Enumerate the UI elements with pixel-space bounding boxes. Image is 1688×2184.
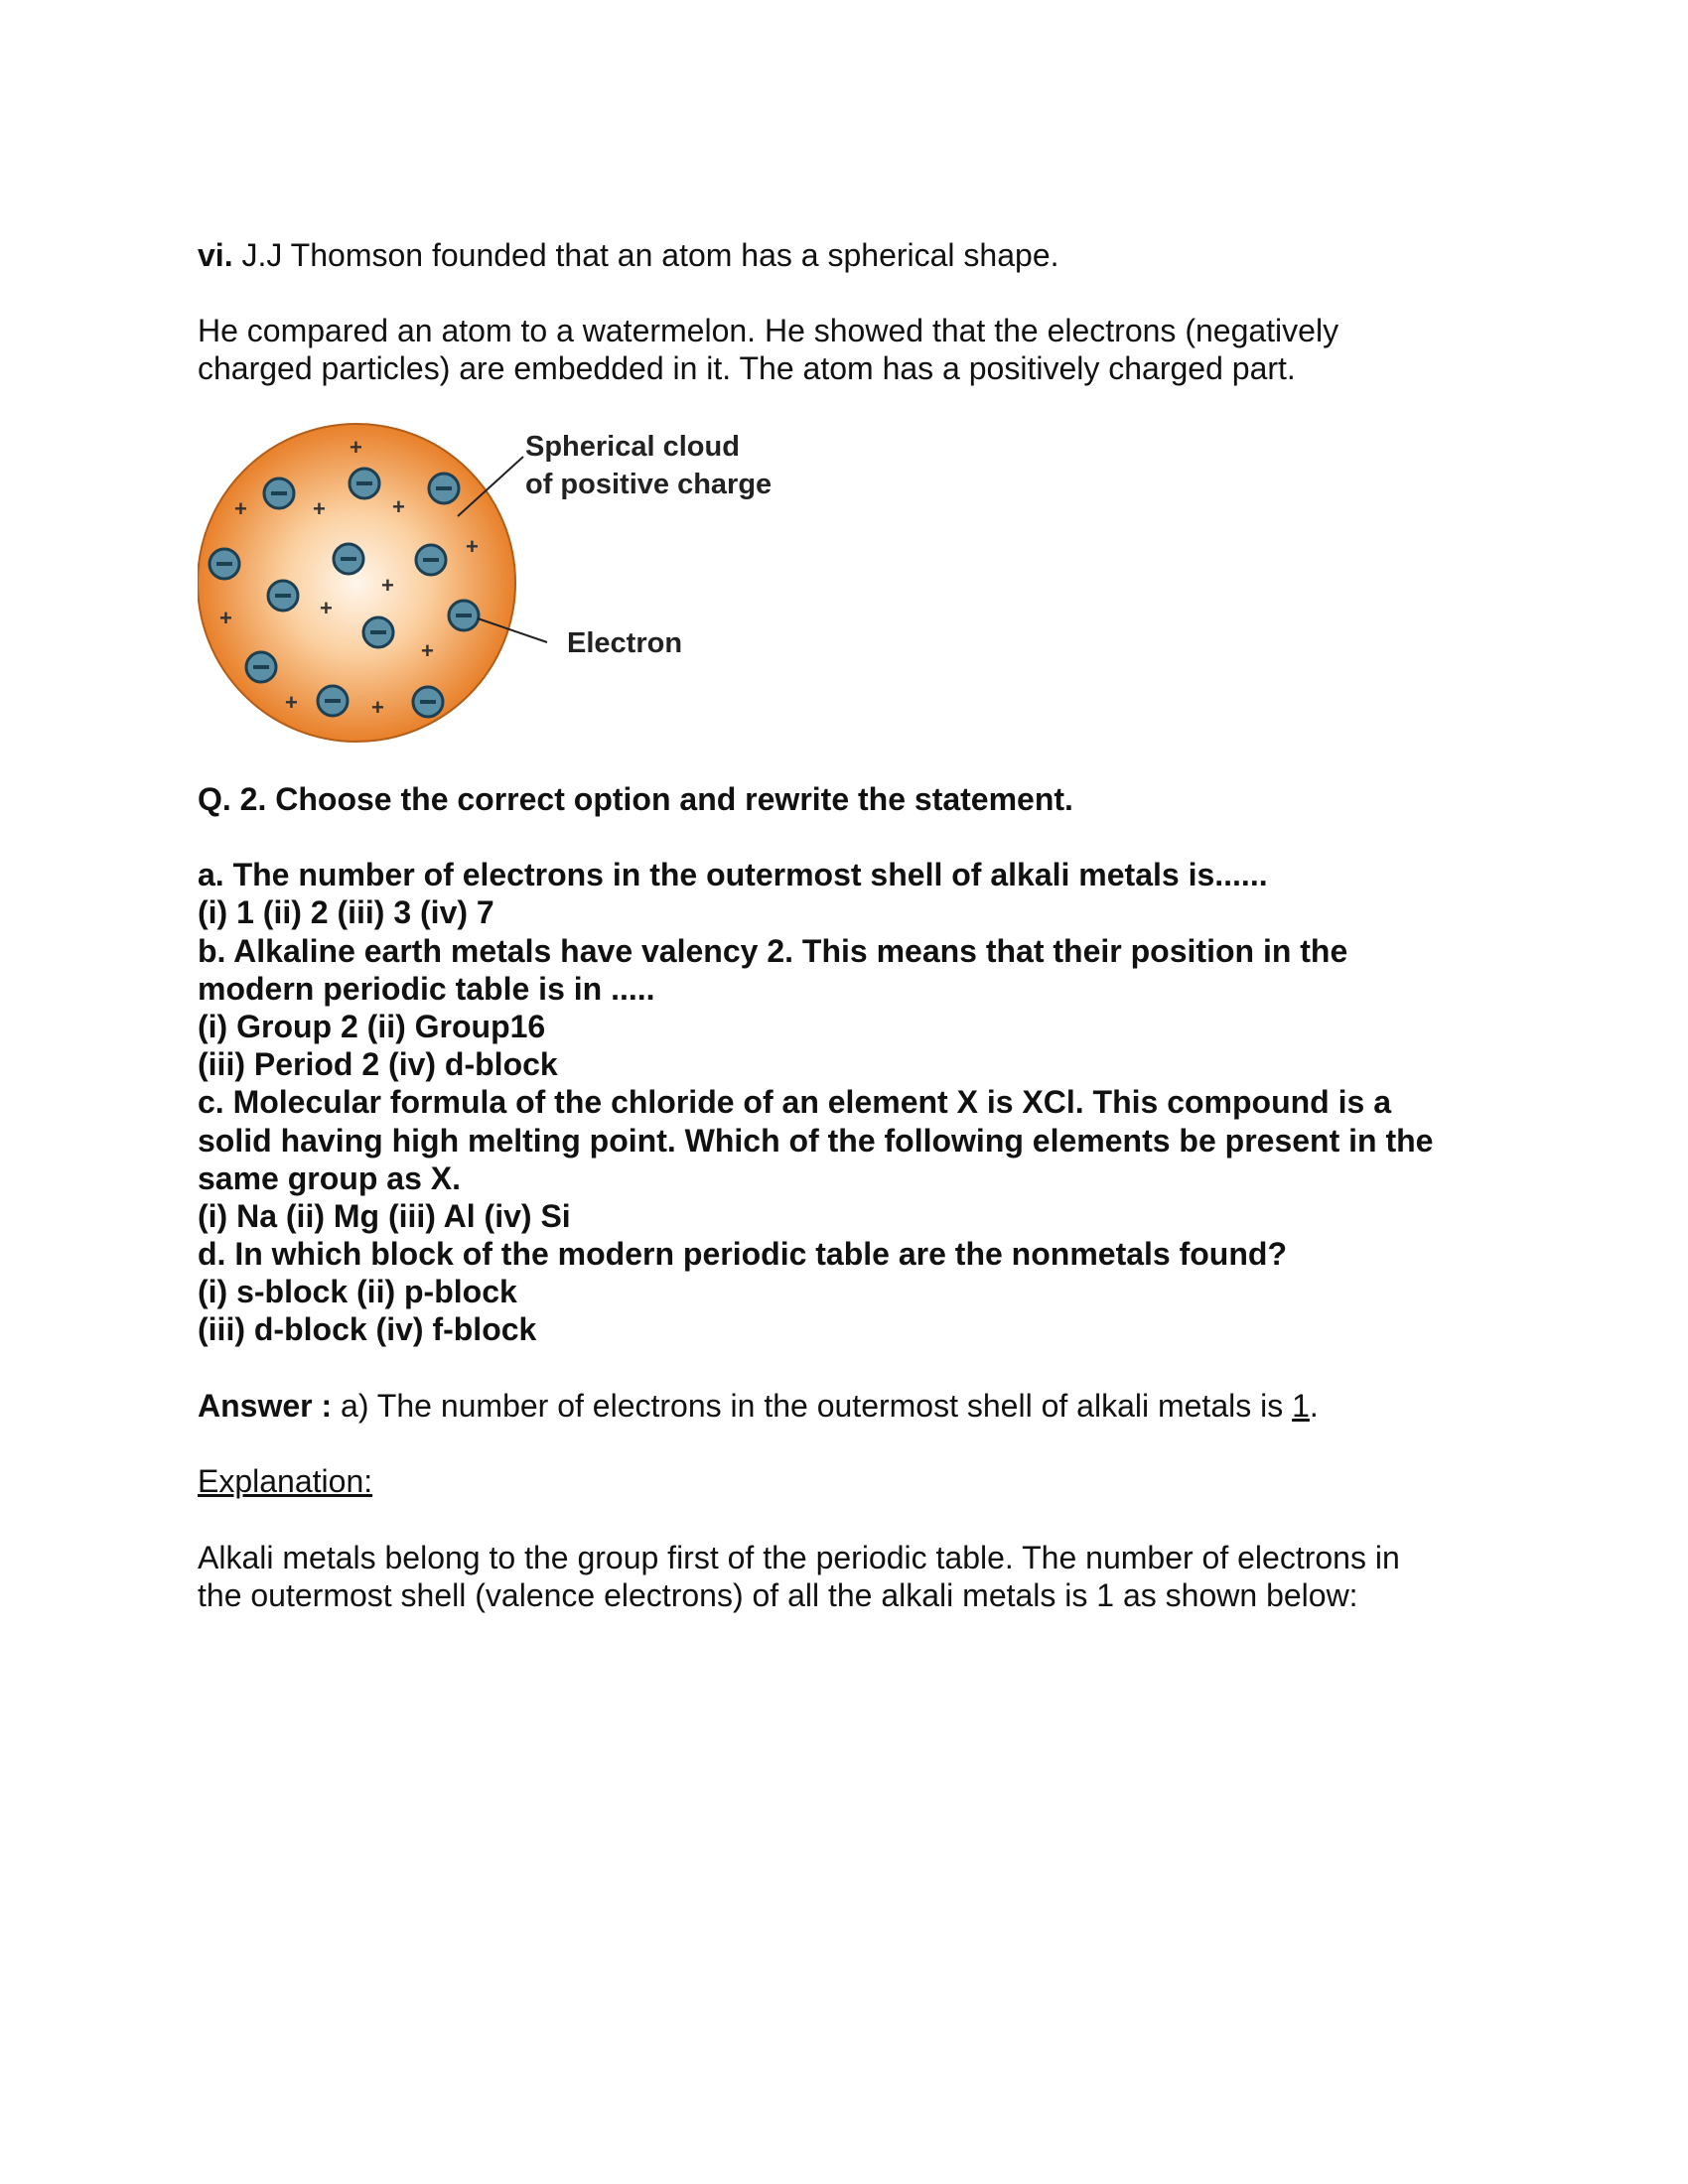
electron	[268, 581, 298, 611]
plus-sign: +	[320, 596, 333, 620]
question-b-line-1: b. Alkaline earth metals have valency 2. This means that their position in the	[198, 933, 1348, 969]
plus-sign: +	[381, 573, 394, 598]
vi-text: J.J Thomson founded that an atom has a spherical shape.	[232, 237, 1059, 273]
electron-label: Electron	[567, 627, 683, 659]
cloud-label-line-2: of positive charge	[525, 469, 773, 500]
plus-sign: +	[421, 638, 434, 663]
answer-value: 1	[1292, 1388, 1310, 1424]
cloud-label-line-1: Spherical cloud	[525, 431, 740, 463]
question-d: d. In which block of the modern periodic table are the nonmetals found?	[198, 1236, 1287, 1272]
question-d-options-2: (iii) d-block (iv) f-block	[198, 1311, 537, 1347]
question-b-options-1: (i) Group 2 (ii) Group16	[198, 1009, 546, 1044]
electron	[334, 544, 363, 574]
thomson-atom-svg	[198, 422, 833, 750]
question-a-options: (i) 1 (ii) 2 (iii) 3 (iv) 7	[198, 894, 494, 930]
explanation-line-1: Alkali metals belong to the group first of the periodic table. The number of electrons in	[198, 1540, 1400, 1575]
thomson-atom-diagram	[198, 422, 833, 750]
question-b-line-2: modern periodic table is in .....	[198, 971, 655, 1007]
plus-sign: +	[371, 695, 384, 720]
plus-sign: +	[313, 496, 326, 521]
plus-sign: +	[466, 534, 479, 559]
plus-sign: +	[350, 435, 362, 460]
plus-sign: +	[219, 606, 232, 630]
question-title: Q. 2. Choose the correct option and rewrite the statement.	[198, 781, 1073, 817]
vi-label: vi.	[198, 237, 233, 273]
intro-line-1: He compared an atom to a watermelon. He showed that the electrons (negatively	[198, 313, 1339, 348]
question-c-line-2: solid having high melting point. Which of the following elements be present in the	[198, 1123, 1434, 1159]
question-c-line-1: c. Molecular formula of the chloride of an element X is XCl. This compound is a	[198, 1084, 1391, 1120]
electron	[449, 601, 479, 630]
plus-sign: +	[285, 690, 298, 715]
explanation-line-2: the outermost shell (valence electrons) of all the alkali metals is 1 as shown below:	[198, 1577, 1358, 1613]
electron	[363, 617, 393, 647]
answer-text: a) The number of electrons in the outermost shell of alkali metals is	[332, 1388, 1293, 1424]
answer-end: .	[1309, 1388, 1319, 1424]
question-b-options-2: (iii) Period 2 (iv) d-block	[198, 1046, 558, 1082]
answer-label: Answer :	[198, 1388, 333, 1424]
electron	[318, 686, 348, 716]
intro-line-2: charged particles) are embedded in it. The atom has a positively charged part.	[198, 350, 1296, 386]
plus-sign: +	[392, 494, 405, 519]
electron	[429, 474, 459, 503]
answer-line	[198, 1387, 1508, 1425]
explanation-heading: Explanation:	[198, 1463, 373, 1499]
electron	[264, 478, 294, 508]
electron	[350, 469, 379, 498]
electron	[210, 549, 239, 579]
electron	[246, 652, 276, 682]
question-c-line-3: same group as X.	[198, 1160, 461, 1196]
question-d-options-1: (i) s-block (ii) p-block	[198, 1274, 517, 1309]
plus-sign: +	[234, 496, 247, 521]
electron	[413, 687, 443, 717]
electron	[416, 545, 446, 575]
question-c-options: (i) Na (ii) Mg (iii) Al (iv) Si	[198, 1198, 571, 1234]
question-a: a. The number of electrons in the outermost shell of alkali metals is......	[198, 857, 1268, 892]
vi-statement	[198, 236, 1508, 274]
